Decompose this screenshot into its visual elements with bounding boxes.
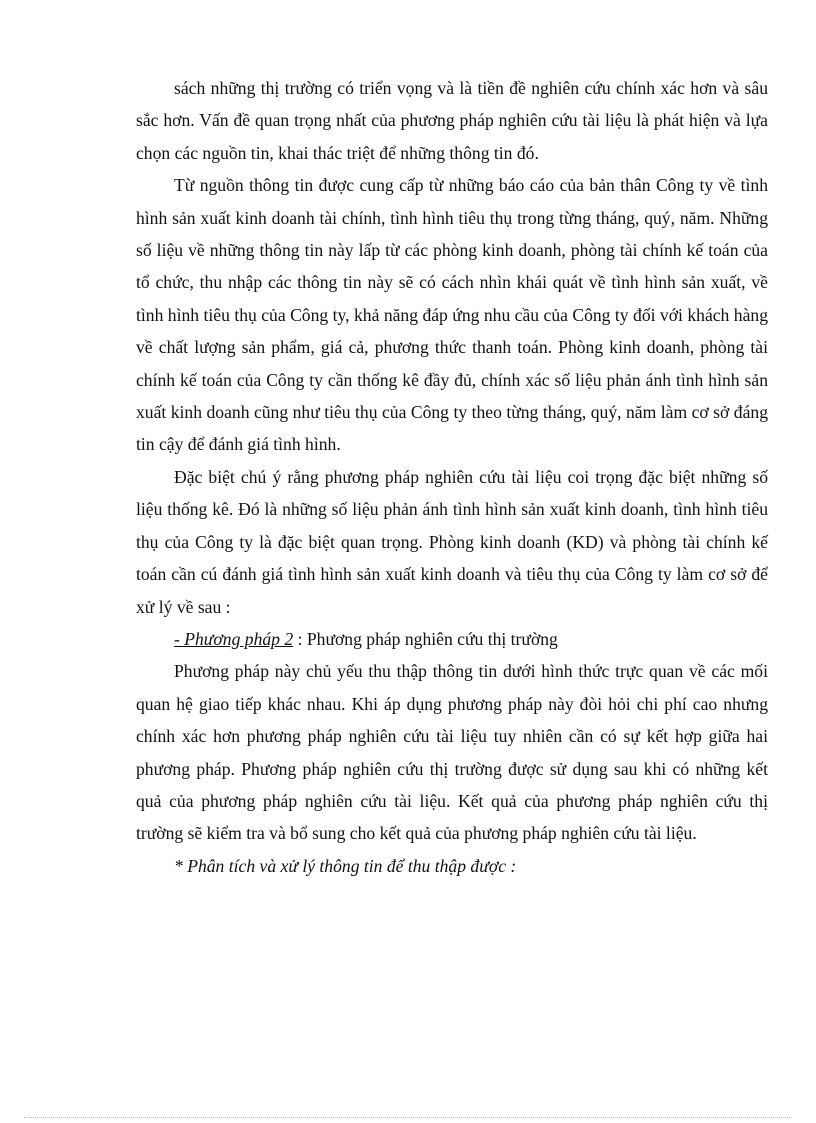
paragraph-2: Từ nguồn thông tin được cung cấp từ những báo cáo của bản thân Công ty về tình hình sản xuất kinh doanh tài chính, tình hình tiêu thụ trong từng tháng, quý, năm. Những số liệu về những thông tin này lấp từ các phòng kinh doanh, phòng tài chính kế toán của tổ chức, thu nhập các thông tin này sẽ có cách nhìn khái quát về tình hình sản xuất, về tình hình tiêu thụ của Công ty, khả năng đáp ứng nhu cầu của Công ty đối với khách hàng về chất lượng sản phẩm, giá cả, phương thức thanh toán. Phòng kinh doanh, phòng tài chính kế toán của Công ty cần thống kê đầy đủ, chính xác số liệu phản ánh tình hình sản xuất kinh doanh cũng như tiêu thụ của Công ty theo từng tháng, quý, năm làm cơ sở đáng tin cậy để đánh giá tình hình. (136, 175, 768, 455)
method-2-title: : Phương pháp nghiên cứu thị trường (293, 628, 558, 649)
paragraph-1: sách những thị trường có triển vọng và là tiền đề nghiên cứu chính xác hơn và sâu sắc hơn. Vấn đề quan trọng nhất của phương pháp nghiên cứu tài liệu là phát hiện và lựa chọn các nguồn tin, khai thác triệt để những thông tin đó. (136, 78, 768, 163)
method-2-line (136, 623, 768, 655)
method-2-label: - Phương pháp 2 (174, 628, 294, 649)
paragraph-3: Đặc biệt chú ý rằng phương pháp nghiên cứu tài liệu coi trọng đặc biệt những số liệu thống kê. Đó là những số liệu phản ánh tình hình sản xuất kinh doanh, tình hình tiêu thụ của Công ty là đặc biệt quan trọng. Phòng kinh doanh (KD) và phòng tài chính kế toán cần cú đánh giá tình hình sản xuất kinh doanh và tiêu thụ của Công ty làm cơ sở để xử lý về sau : (136, 466, 768, 617)
footer-dotted-divider (24, 1117, 792, 1118)
paragraph-4: Phương pháp này chủ yếu thu thập thông tin dưới hình thức trực quan về các mối quan hệ giao tiếp khác nhau. Khi áp dụng phương pháp này đòi hỏi chi phí cao nhưng chính xác hơn phương pháp nghiên cứu tài liệu tuy nhiên cần có sự kết hợp giữa hai phương pháp. Phương pháp nghiên cứu thị trường được sử dụng sau khi có những kết quả của phương pháp nghiên cứu tài liệu. Kết quả của phương pháp nghiên cứu thị trường sẽ kiểm tra và bổ sung cho kết quả của phương pháp nghiên cứu tài liệu. (136, 661, 768, 844)
analysis-heading: * Phân tích và xử lý thông tin để thu thập được : (174, 855, 517, 876)
document-body (136, 72, 768, 882)
